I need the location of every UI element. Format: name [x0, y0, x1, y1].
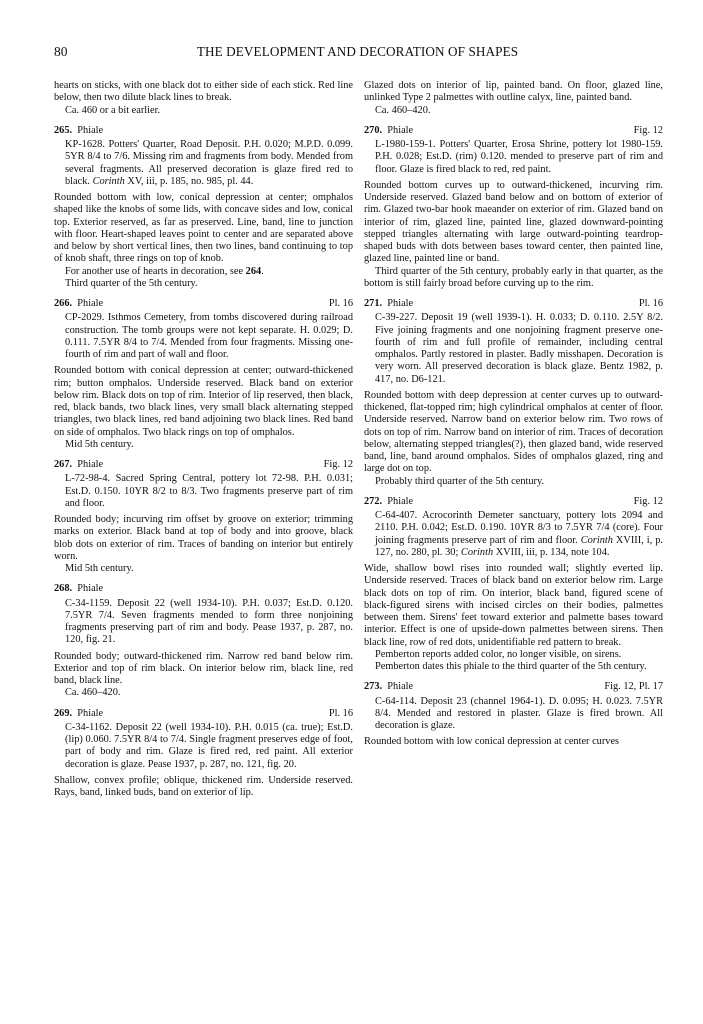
catalog-entry-270: [364, 125, 663, 290]
entry-heading: [364, 681, 663, 693]
catalog-data: C-34-1159. Deposit 22 (well 1934-10). P.H. 0.037; Est.D. 0.120. 7.5YR 7/4. Seven fragments mended to form three nonjoining fragments preserving part of rim and body. Pease 1937, p. 287, no. 120, fig. 21.: [65, 597, 353, 646]
entry-name: Phiale: [387, 681, 414, 693]
left-column: [54, 80, 353, 799]
entry-name: Phiale: [77, 298, 104, 309]
figure-reference: Fig. 12: [633, 124, 663, 136]
catalog-entry-265: [54, 125, 353, 290]
entry-number: 272.: [364, 495, 383, 507]
page-number: 80: [54, 44, 68, 59]
entry-heading: [54, 459, 353, 471]
date-line: Third quarter of the 5th century, probably early in that quarter, as the bottom is still fairly broad before curving up to the rim.: [364, 265, 663, 289]
running-head: THE DEVELOPMENT AND DECORATION OF SHAPES: [196, 44, 519, 59]
entry-heading: [364, 298, 663, 310]
entry-name: Phiale: [77, 124, 104, 136]
note: Pemberton dates this phiale to the third quarter of the 5th century.: [375, 661, 647, 672]
entry-name: Phiale: [387, 298, 414, 309]
date-line: Third quarter of the 5th century.: [65, 277, 198, 289]
description: Wide, shallow bowl rises into rounded wall; slightly everted lip. Underside reserved. Traces of black band on exterior below rim. Large black dots on top of rim. On interior, black band, figured scene of black-figured sirens with incised circles on their bodies, palmettes between them. Sirens' feet toward exterior and palmette bases toward interior. Effect is one of upside-down palmettes between sirens. Then black line, row of red dots, unidentifiable red pattern to break.: [364, 563, 663, 648]
continued-description: Glazed dots on interior of lip, painted band. On floor, glazed line, unlinked Type 2 palmettes with outline calyx, line, painted band.: [364, 80, 663, 104]
catalog-entry-267: [54, 459, 353, 575]
figure-reference: Pl. 16: [328, 298, 353, 309]
catalog-entry-271: [364, 298, 663, 488]
entry-heading: [364, 125, 663, 137]
entry-heading: [54, 708, 353, 720]
catalog-entry-268: [54, 583, 353, 699]
description: Shallow, convex profile; oblique, thickened rim. Underside reserved. Rays, band, linked buds, band on exterior of lip.: [54, 774, 353, 798]
entry-name: Phiale: [77, 707, 104, 719]
description: Rounded bottom curves up to outward-thickened, incurving rim. Underside reserved. Glazed band below and on bottom of exterior of rim. Glazed two-bar hook maeander on exterior of rim. Glazed band on interior of rim, glazed line, painted line, glazed downward-pointing stepped triangles alternating with large outward-pointing teardrop-shaped buds with dots between bases toward center, then painted line, glazed line, painted line or band.: [364, 179, 663, 265]
catalog-entry-272: [364, 496, 663, 674]
figure-reference: Fig. 12: [323, 459, 353, 470]
description: Rounded bottom with low, conical depression at center; omphalos shaped like the knobs of some lids, with concave sides and low, conical top. Exterior reserved, as far as preserved. Line, band, line to junction with floor. Heart-shaped leaves point to center and are separated above and below by short vertical lines, then two lines, band continuing to top of knob shaft, three rings on top of knob.: [54, 192, 353, 265]
catalog-entry-273: [364, 681, 663, 748]
date-line: Probably third quarter of the 5th century.: [375, 475, 545, 487]
description: Rounded body; outward-thickened rim. Narrow red band below rim. Exterior and top of rim black. On interior below rim, black line, red band, black line.: [54, 650, 353, 686]
entry-number: 268.: [54, 583, 73, 595]
right-column: [364, 80, 663, 749]
catalog-data: L-1980-159-1. Potters' Quarter, Erosa Shrine, pottery lot 1980-159. P.H. 0.028; Est.D. (rim) 0.120. mended to preserve part of rim and floor. Glaze is fired black to red, red paint.: [375, 139, 663, 175]
figure-reference: Fig. 12, Pl. 17: [604, 681, 663, 693]
description: Rounded bottom with conical depression at center; outward-thickened rim; button omphalos. Underside reserved. Black band on exterior below rim. Black dots on top of rim. Interior of lip reserved, then black, red, black bands, two black lines, very small black alternating stepped triangles, two black lines, red band adjoining two black lines. Red band on side of omphalos. Two black rings on top of omphalos.: [54, 365, 353, 438]
catalog-entry-266: [54, 298, 353, 451]
entry-heading: [54, 298, 353, 310]
entry-name: Phiale: [77, 583, 104, 595]
entry-heading: [54, 583, 353, 595]
description: Rounded bottom with deep depression at center curves up to outward-thickened, flat-topped rim; high cylindrical omphalos at center of floor. Underside reserved. Narrow band on exterior below rim. Two rows of dots on top of rim. Narrow band on interior of rim. Traces of decoration below, alternating stepped triangles(?), then glazed band, wide reserved band, line, band around omphalos. Sides of omphalos glazed, ring and large dot on top.: [364, 389, 663, 475]
catalog-data: CP-2029. Isthmos Cemetery, from tombs discovered during railroad construction. The tomb groups were not kept separate. H. 0.029; D. 0.111. 7.5YR 8/4 to 7/4. Mended from four fragments. Missing one-fourth of rim and part of wall and floor.: [65, 312, 353, 360]
catalog-data: KP-1628. Potters' Quarter, Road Deposit. P.H. 0.020; M.P.D. 0.099. 5YR 8/4 to 7/6. Missing rim and fragments from body. Mended from several fragments. All preserved decoration is glaze fired red to black. Corinth XV, iii, p. 185, no. 985, pl. 44.: [65, 139, 353, 187]
date-line: Ca. 460–420.: [65, 687, 121, 699]
figure-reference: Pl. 16: [638, 298, 663, 309]
entry-number: 273.: [364, 681, 383, 693]
catalog-data: L-72-98-4. Sacred Spring Central, pottery lot 72-98. P.H. 0.031; Est.D. 0.150. 10YR 8/2 to 8/3. Two fragments preserve part of rim and floor.: [65, 473, 353, 509]
date-line: Mid 5th century.: [65, 563, 134, 574]
date-line: Ca. 460 or a bit earlier.: [65, 104, 161, 116]
entry-number: 270.: [364, 124, 383, 136]
entry-number: 271.: [364, 298, 383, 309]
note: Pemberton reports added color, no longer visible, on sirens.: [375, 648, 622, 660]
entry-number: 266.: [54, 298, 73, 309]
date-line: Ca. 460–420.: [375, 104, 431, 116]
catalog-data: C-64-114. Deposit 23 (channel 1964-1). D. 0.095; H. 0.023. 7.5YR 8/4. Mended and restored in plaster. Glaze is fired brown. All decoration is glaze.: [375, 695, 663, 731]
entry-heading: [54, 125, 353, 137]
entry-name: Phiale: [387, 124, 414, 136]
note: For another use of hearts in decoration, see 264.: [65, 265, 264, 277]
entry-name: Phiale: [387, 495, 414, 507]
description: Rounded bottom with low conical depression at center curves: [364, 736, 620, 748]
catalog-entry-269: [54, 708, 353, 800]
date-line: Mid 5th century.: [65, 438, 134, 450]
catalog-data: C-64-407. Acrocorinth Demeter sanctuary, pottery lots 2094 and 2110. P.H. 0.042; Est.D. 0.190. 10YR 8/3 to 7.5YR 7/4 (core). Four joining fragments preserve part of rim and floor. Corinth XVIII, i, p. 127, no. 280, pl. 30; Corinth XVIII, iii, p. 134, note 104.: [375, 510, 663, 558]
entry-heading: [364, 496, 663, 508]
figure-reference: Fig. 12: [633, 495, 663, 507]
description: Rounded body; incurving rim offset by groove on exterior; trimming marks on exterior. Black band at top of body and into groove, black blob dots on exterior of rim. Traces of banding on interior but entirely worn.: [54, 514, 353, 562]
entry-number: 269.: [54, 707, 73, 719]
entry-number: 265.: [54, 124, 73, 136]
page-header: [54, 44, 661, 64]
entry-name: Phiale: [77, 459, 104, 470]
figure-reference: Pl. 16: [328, 707, 353, 719]
catalog-data: C-39-227. Deposit 19 (well 1939-1). H. 0.033; D. 0.110. 2.5Y 8/2. Five joining fragments and one nonjoining fragment preserve one-fourth of rim and full profile of remainder, including central omphalos. Partly restored in plaster. Badly misshapen. Decoration is very worn. All preserved decoration is black glaze. Bentz 1982, p. 417, no. D6-121.: [375, 312, 663, 385]
continued-description: hearts on sticks, with one black dot to either side of each stick. Red line below, then two dilute black lines to break.: [54, 80, 353, 104]
catalog-data: C-34-1162. Deposit 22 (well 1934-10). P.H. 0.015 (ca. true); Est.D. (lip) 0.060. 7.5YR 8/4 to 7/4. Single fragment preserves edge of foot, part of body and rim. Glaze is fired red, red paint. All exterior decoration is glaze. Pease 1937, p. 287, no. 121, fig. 20.: [65, 721, 353, 770]
entry-number: 267.: [54, 459, 73, 470]
